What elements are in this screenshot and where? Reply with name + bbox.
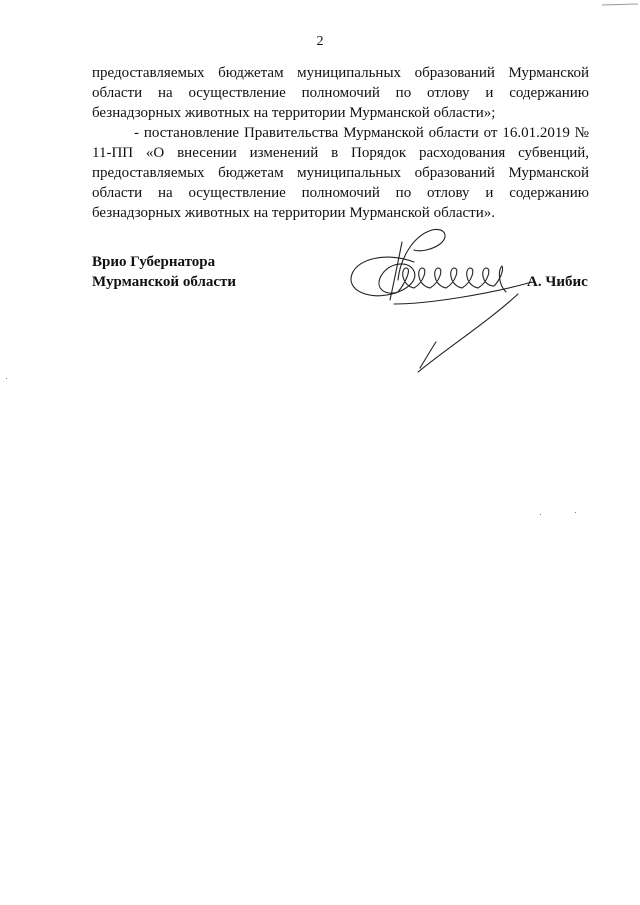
signer-title-line-2: Мурманской области <box>92 274 237 290</box>
paragraph-continuation: предоставляемых бюджетам муниципальных образований Мурманской области на осуществление полномочий по отлову и содержанию безнадзорных животных на территории Мурманской области»; <box>92 65 589 121</box>
paragraph-resolution-item: - постановление Правительства Мурманской области от 16.01.2019 № 11-ПП «О внесении изменений в Порядок расходования субвенций, предоставляемых бюджетам муниципальных образований Мурманской области на осуществление полномочий по отлову и содержанию безнадзорных животных на территории Мурманской области». <box>92 125 589 221</box>
scan-speck <box>575 512 576 513</box>
signer-title-line-1: Врио Губернатора <box>92 254 216 270</box>
signer-name: А. Чибис <box>527 274 588 290</box>
scan-edge-mark <box>600 0 640 10</box>
page-number: 2 <box>316 34 324 49</box>
handwritten-signature <box>340 222 540 377</box>
scan-speck <box>540 514 541 515</box>
signer-title <box>92 252 236 292</box>
document-body <box>92 63 589 223</box>
scan-speck <box>6 378 7 379</box>
